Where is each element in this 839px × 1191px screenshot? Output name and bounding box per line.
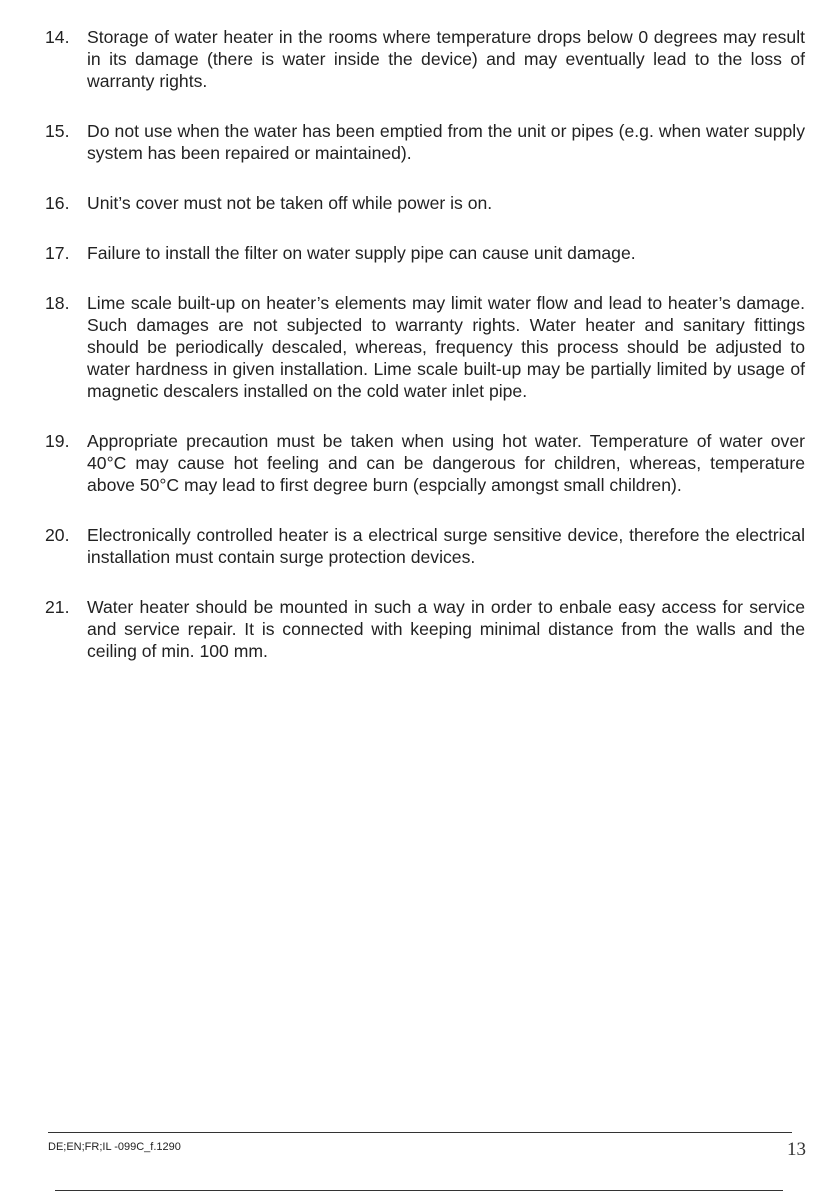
- list-item-21: [45, 596, 805, 662]
- footer-divider: [48, 1132, 792, 1133]
- item-text: Appropriate precaution must be taken when using hot water. Temperature of water over 40°C may cause hot feeling and can be dangerous for children, whereas, temperature above 50°C may lead to first degree burn (espcially amongst small children).: [87, 431, 805, 495]
- item-text: Water heater should be mounted in such a way in order to enbale easy access for service and service repair. It is connected with keeping minimal distance from the walls and the ceiling of min. 100 mm.: [87, 597, 805, 661]
- item-text: Electronically controlled heater is a electrical surge sensitive device, therefore the electrical installation must contain surge protection devices.: [87, 525, 805, 567]
- item-text: Do not use when the water has been emptied from the unit or pipes (e.g. when water supply system has been repaired or maintained).: [87, 121, 805, 163]
- list-item-17: [45, 242, 805, 264]
- item-number: 15.: [45, 121, 70, 141]
- item-number: 20.: [45, 525, 70, 545]
- item-number: 21.: [45, 597, 70, 617]
- list-item-16: [45, 192, 805, 214]
- page-number: 13: [787, 1139, 806, 1160]
- list-item-14: [45, 26, 805, 92]
- item-number: 16.: [45, 193, 70, 213]
- item-text: Lime scale built-up on heater’s elements may limit water flow and lead to heater’s damage. Such damages are not subjected to warranty rights. Water heater and sanitary fittings should be periodically descaled, whereas, frequency this process should be adjusted to water hardness in given installation. Lime scale built-up may be partially limited by usage of magnetic descalers installed on the cold water inlet pipe.: [87, 293, 805, 401]
- item-number: 14.: [45, 27, 70, 47]
- item-number: 17.: [45, 243, 70, 263]
- item-text: Storage of water heater in the rooms where temperature drops below 0 degrees may result in its damage (there is water inside the device) and may eventually lead to the loss of warranty rights.: [87, 27, 805, 91]
- item-text: Unit’s cover must not be taken off while power is on.: [87, 193, 493, 213]
- item-number: 19.: [45, 431, 70, 451]
- list-item-15: [45, 120, 805, 164]
- document-code: DE;EN;FR;IL -099C_f.1290: [48, 1141, 181, 1153]
- list-item-18: [45, 292, 805, 402]
- safety-instructions-list: [45, 26, 805, 690]
- list-item-20: [45, 524, 805, 568]
- list-item-19: [45, 430, 805, 496]
- item-number: 18.: [45, 293, 70, 313]
- item-text: Failure to install the filter on water supply pipe can cause unit damage.: [87, 243, 636, 263]
